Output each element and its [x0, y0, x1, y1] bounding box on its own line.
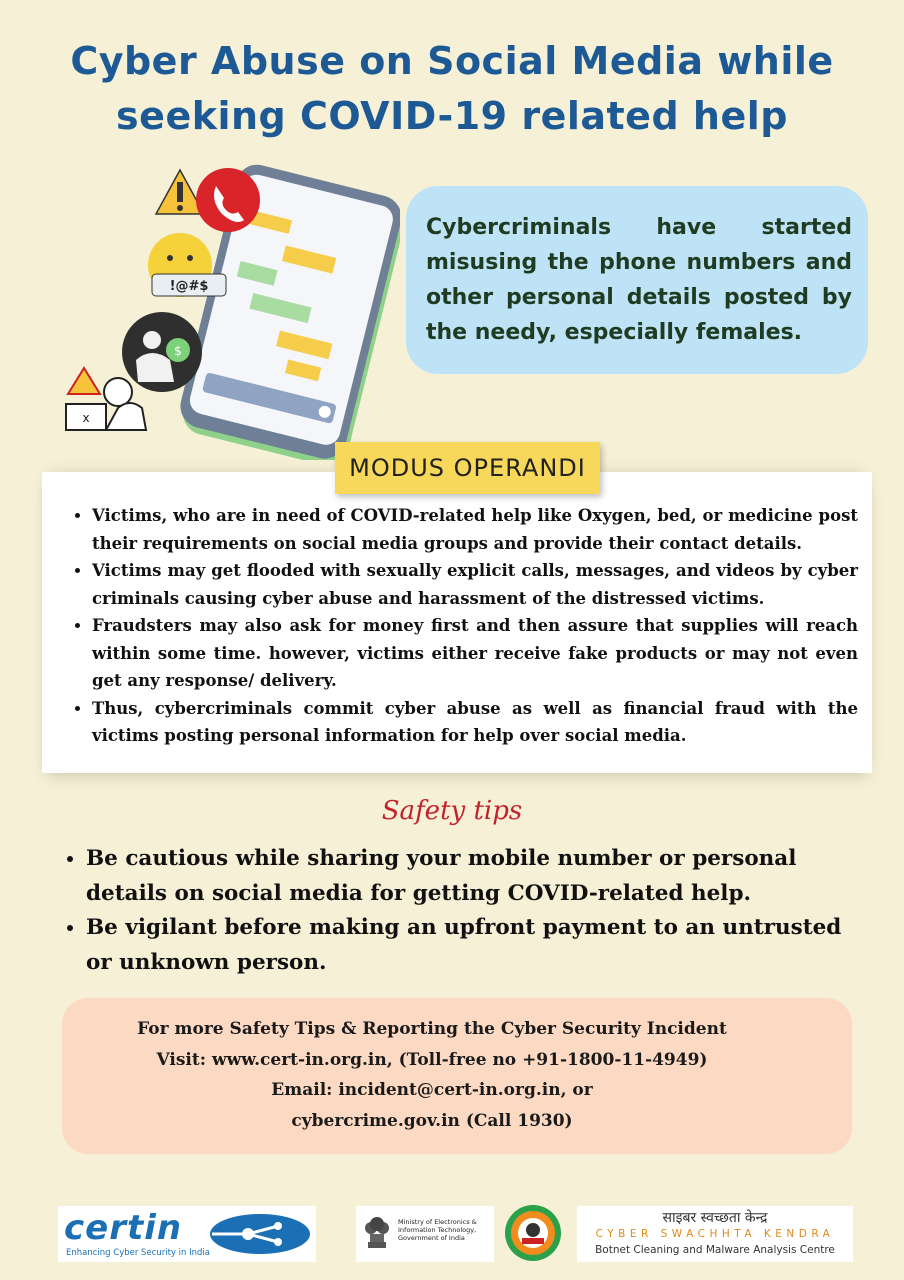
certin-tagline: Enhancing Cyber Security in India — [66, 1248, 210, 1258]
svg-text:$: $ — [174, 344, 182, 358]
list-item: • Be cautious while sharing your mobile number or personal details on social media for getting COVID-related help. — [86, 842, 856, 911]
thief-icon — [122, 312, 202, 392]
network-icon — [208, 1212, 312, 1256]
list-item: • Victims may get flooded with sexually explicit calls, messages, and videos by cyber criminals causing cyber abuse and harassment of the distressed victims. — [92, 557, 858, 612]
cyber-badge-logo — [504, 1204, 562, 1262]
emoji-text: !@#$ — [169, 279, 209, 294]
list-item: • Thus, cybercriminals commit cyber abuse as well as financial fraud with the victims posting personal information for help over social media. — [92, 695, 858, 750]
csk-name: CYBER SWACHHTA KENDRA — [595, 1228, 835, 1240]
certin-word: certin — [64, 1208, 183, 1248]
phone-call-icon — [196, 168, 260, 232]
csk-hindi-name: साइबर स्वच्छता केन्द्र — [662, 1210, 768, 1226]
modus-operandi-heading: MODUS OPERANDI — [335, 442, 600, 494]
illustration — [60, 160, 400, 460]
certin-logo — [58, 1206, 316, 1262]
csk-logo — [577, 1206, 853, 1262]
list-item: • Victims, who are in need of COVID-related help like Oxygen, bed, or medicine post their requirements on social media groups and provide their contact details. — [92, 502, 858, 557]
svg-text:x: x — [82, 411, 90, 425]
emblem-icon — [362, 1212, 392, 1256]
modus-operandi-list — [62, 502, 858, 750]
contact-line-3[interactable]: Email: incident@cert-in.org.in, or — [271, 1080, 593, 1100]
meity-logo — [356, 1206, 494, 1262]
contact-text — [62, 1014, 802, 1136]
contact-line-1: For more Safety Tips & Reporting the Cyber Security Incident — [137, 1019, 727, 1039]
cyber-badge-icon — [504, 1204, 562, 1262]
callout-box — [406, 186, 868, 374]
contact-line-4[interactable]: cybercrime.gov.in (Call 1930) — [291, 1110, 573, 1131]
title-line-1: Cyber Abuse on Social Media while — [70, 39, 834, 83]
contact-line-2[interactable]: Visit: www.cert-in.org.in, (Toll-free no +91-1800-11-4949) — [156, 1049, 708, 1070]
list-item: • Fraudsters may also ask for money first and then assure that supplies will reach within some time. however, victims either receive fake products or may not even get any response/ delivery. — [92, 612, 858, 695]
meity-text: Ministry of Electronics & Information Technology, Government of India — [398, 1218, 477, 1242]
page-title — [0, 34, 904, 144]
list-item: • Be vigilant before making an upfront payment to an untrusted or unknown person. — [86, 911, 856, 980]
csk-subtitle: Botnet Cleaning and Malware Analysis Centre — [595, 1244, 835, 1256]
warning-icon — [156, 170, 204, 214]
safety-tips-list — [56, 842, 856, 980]
title-line-2: seeking COVID-19 related help — [116, 94, 788, 138]
callout-text: Cybercriminals have started misusing the phone numbers and other personal details posted by the needy, especially females. — [426, 215, 852, 345]
angry-emoji-icon — [148, 233, 226, 297]
safety-tips-heading: Safety tips — [381, 796, 523, 826]
